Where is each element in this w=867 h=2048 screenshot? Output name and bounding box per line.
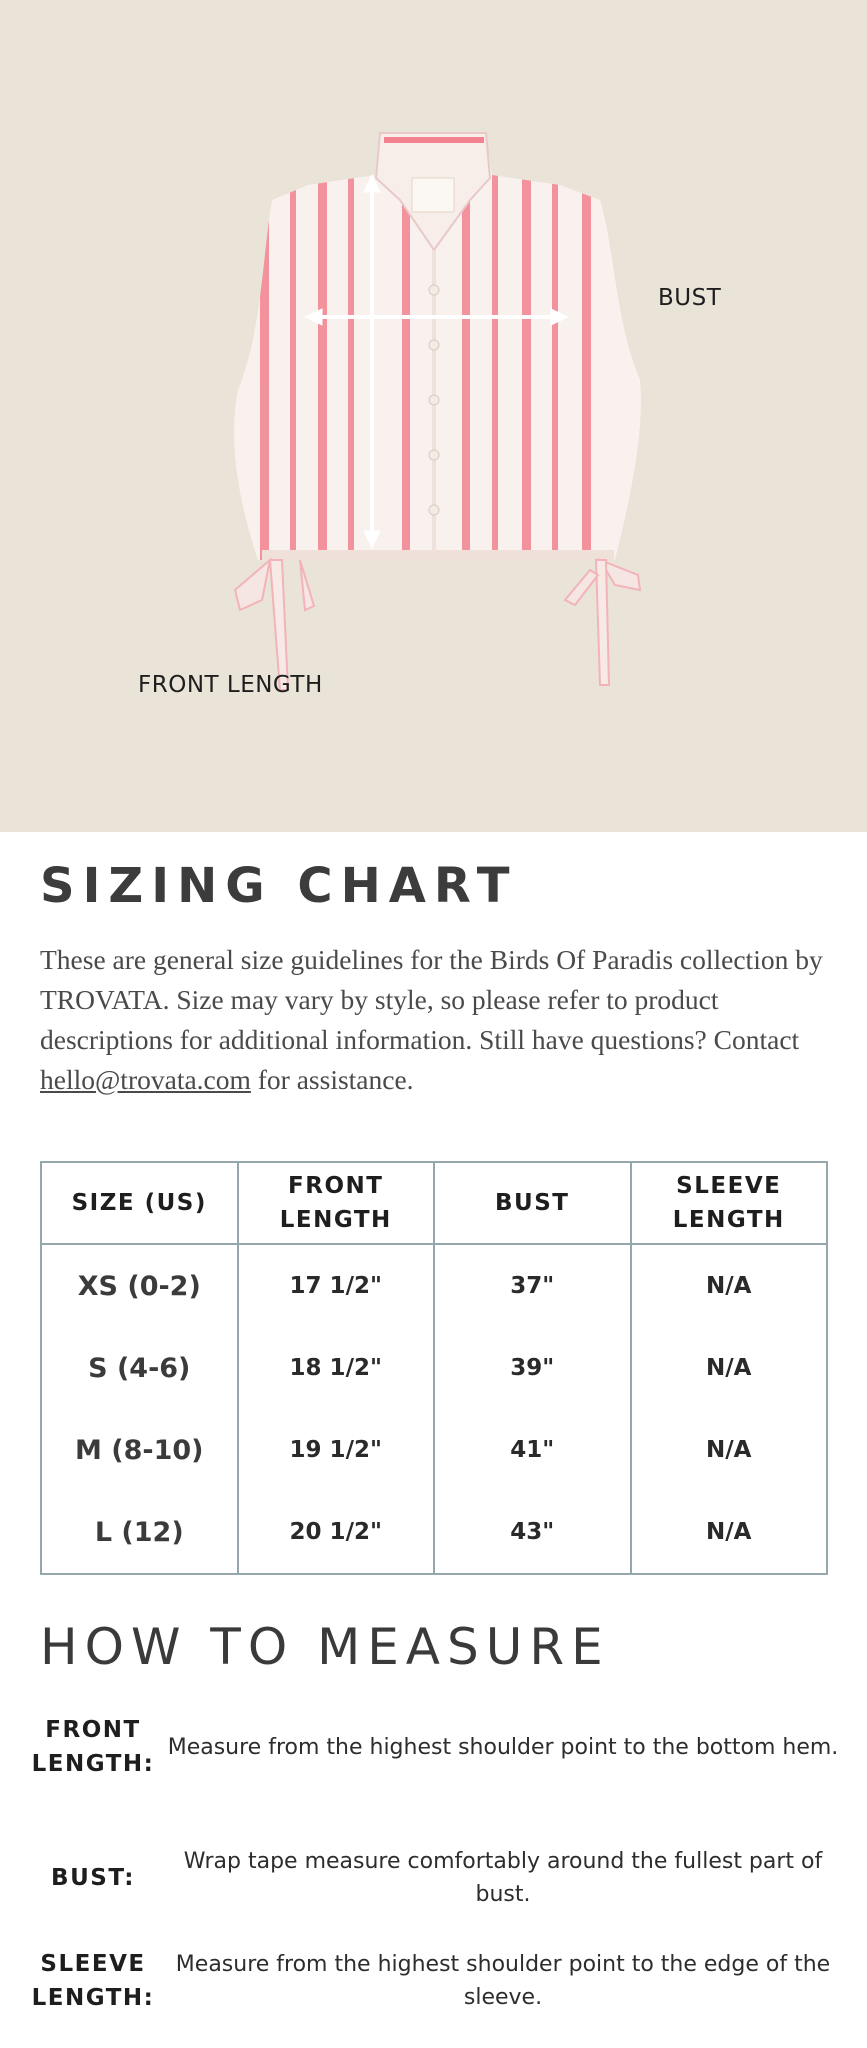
cell-front-length: 17 1/2" (238, 1244, 435, 1327)
cell-bust: 39" (434, 1327, 631, 1409)
measure-description: Measure from the highest shoulder point to the bottom hem. (167, 1734, 839, 1760)
header-bust: BUST (434, 1162, 631, 1244)
cell-size: M (8-10) (41, 1409, 238, 1491)
intro-paragraph (40, 940, 830, 1100)
cell-front-length: 18 1/2" (238, 1327, 435, 1409)
table-header-row (41, 1162, 827, 1244)
cell-sleeve-length: N/A (631, 1409, 828, 1491)
cell-bust: 37" (434, 1244, 631, 1327)
cell-size: L (12) (41, 1491, 238, 1574)
intro-tail: for assistance. (250, 1064, 414, 1095)
header-sleeve-length: SLEEVE LENGTH (631, 1162, 828, 1244)
header-front-length: FRONT LENGTH (238, 1162, 435, 1244)
cell-sleeve-length: N/A (631, 1244, 828, 1327)
table-row (41, 1491, 827, 1574)
product-image (0, 0, 867, 832)
table-row (41, 1244, 827, 1327)
measure-label: FRONT LENGTH: (31, 1717, 155, 1777)
cell-sleeve-length: N/A (631, 1327, 828, 1409)
measure-sleeve-length (30, 1946, 840, 2016)
cell-sleeve-length: N/A (631, 1491, 828, 1574)
cell-size: S (4-6) (41, 1327, 238, 1409)
header-size: SIZE (US) (41, 1162, 238, 1244)
cell-size: XS (0-2) (41, 1244, 238, 1327)
cell-bust: 41" (434, 1409, 631, 1491)
cell-front-length: 20 1/2" (238, 1491, 435, 1574)
cell-bust: 43" (434, 1491, 631, 1574)
cell-front-length: 19 1/2" (238, 1409, 435, 1491)
front-length-label: FRONT LENGTH (138, 672, 323, 698)
how-to-measure-title: HOW TO MEASURE (40, 1618, 610, 1676)
measure-label: SLEEVE LENGTH: (31, 1951, 155, 2011)
intro-text: These are general size guidelines for the Birds Of Paradis collection by TROVATA. Size may vary by style, so please refer to product descriptions for additional information. Still have questions? Contact (40, 944, 823, 1055)
table-row (41, 1409, 827, 1491)
measure-label: BUST: (51, 1865, 135, 1891)
shirt-illustration (0, 0, 867, 832)
measure-description: Measure from the highest shoulder point to the edge of the sleeve. (175, 1952, 831, 2010)
measure-front-length (30, 1712, 840, 1782)
measure-description: Wrap tape measure comfortably around the fullest part of bust. (183, 1849, 823, 1907)
measure-bust (30, 1843, 840, 1913)
sizing-chart-title: SIZING CHART (40, 858, 518, 914)
size-table (40, 1161, 828, 1575)
table-row (41, 1327, 827, 1409)
bust-label: BUST (658, 285, 722, 311)
contact-email-link[interactable]: hello@trovata.com (40, 1064, 251, 1095)
